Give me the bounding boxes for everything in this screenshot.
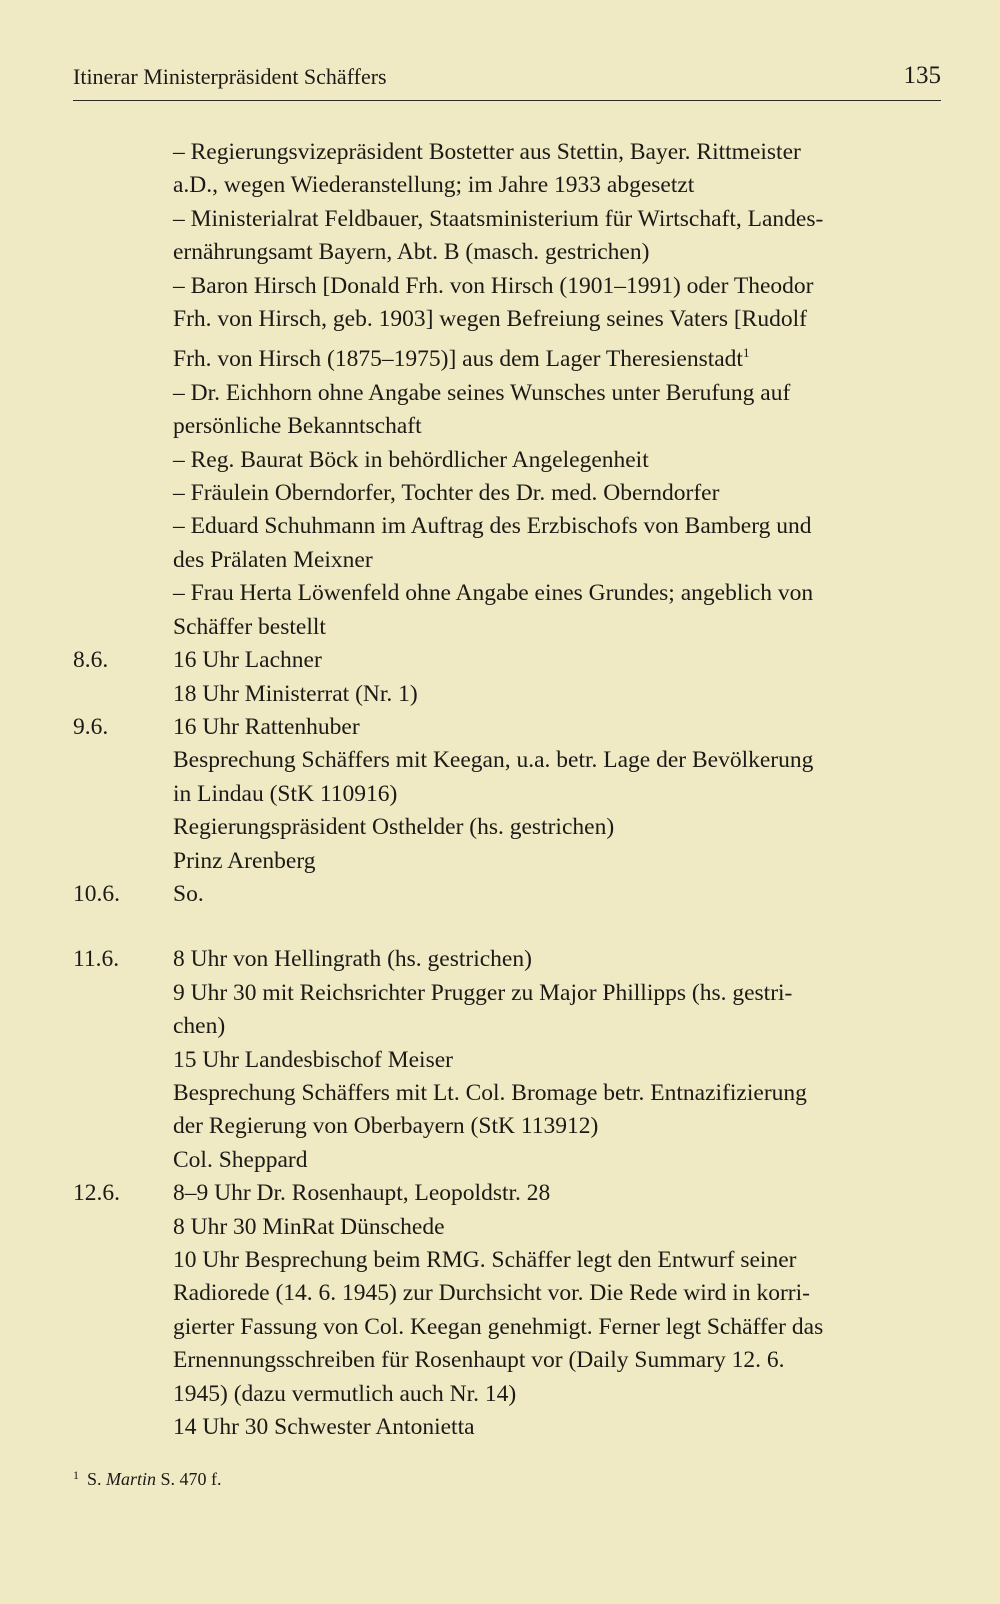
body-text bbox=[73, 136, 941, 1444]
entry-line: 16 Uhr Rattenhuber bbox=[173, 713, 360, 740]
visitor-line: – Reg. Baurat Böck in behördlicher Angelegenheit bbox=[173, 446, 649, 473]
entry-line: 10 Uhr Besprechung beim RMG. Schäffer legt den Entwurf seiner bbox=[173, 1247, 797, 1273]
entry-lines bbox=[173, 1177, 941, 1444]
entry-line: Besprechung Schäffers mit Keegan, u.a. betr. Lage der Bevölkerung bbox=[173, 747, 814, 774]
itinerary-entry-10-6 bbox=[73, 878, 941, 911]
entry-line: Ernennungsschreiben für Rosenhaupt vor (Daily Summary 12. 6. bbox=[173, 1347, 785, 1374]
running-title: Itinerar Ministerpräsident Schäffers bbox=[73, 64, 387, 89]
entry-lines bbox=[173, 644, 941, 711]
entry-date: 10.6. bbox=[73, 880, 120, 907]
entry-line: 8 Uhr von Hellingrath (hs. gestrichen) bbox=[173, 946, 532, 973]
visitor-list-entry bbox=[73, 136, 941, 644]
entry-line: chen) bbox=[173, 1013, 226, 1040]
running-head bbox=[73, 62, 941, 101]
visitor-line: – Frau Herta Löwenfeld ohne Angabe eines Grundes; angeblich von bbox=[173, 580, 814, 607]
visitor-line: persönliche Bekanntschaft bbox=[173, 413, 422, 440]
visitor-line-text: Frh. von Hirsch (1875–1975)] aus dem Lager Theresienstadt bbox=[173, 346, 743, 373]
entry-line: 8–9 Uhr Dr. Rosenhaupt, Leopoldstr. 28 bbox=[173, 1180, 551, 1207]
visitor-line: – Fräulein Oberndorfer, Tochter des Dr. med. Oberndorfer bbox=[173, 480, 720, 507]
entry-line: Regierungspräsident Osthelder (hs. gestrichen) bbox=[173, 814, 615, 841]
footnote-suffix: S. 470 f. bbox=[160, 1469, 222, 1489]
entry-line: So. bbox=[173, 880, 204, 907]
entry-line: Besprechung Schäffers mit Lt. Col. Bromage betr. Entnazifizierung bbox=[173, 1079, 807, 1106]
entry-line: Prinz Arenberg bbox=[173, 847, 316, 874]
entry-line: 8 Uhr 30 MinRat Dünschede bbox=[173, 1213, 445, 1240]
visitor-line: Schäffer bestellt bbox=[173, 613, 326, 640]
entry-lines bbox=[173, 711, 941, 878]
itinerary-entry-8-6 bbox=[73, 644, 941, 711]
visitor-line: – Eduard Schuhmann im Auftrag des Erzbischofs von Bamberg und bbox=[173, 513, 812, 540]
entry-line: 18 Uhr Ministerrat (Nr. 1) bbox=[173, 680, 418, 707]
visitor-line: – Dr. Eichhorn ohne Angabe seines Wunsches unter Berufung auf bbox=[173, 379, 791, 406]
entry-line: 16 Uhr Lachner bbox=[173, 647, 322, 674]
entry-line: gierter Fassung von Col. Keegan genehmigt. Ferner legt Schäffer das bbox=[173, 1313, 824, 1340]
visitor-list bbox=[173, 136, 941, 644]
visitor-line: a.D., wegen Wiederanstellung; im Jahre 1933 abgesetzt bbox=[173, 172, 695, 199]
entry-date: 9.6. bbox=[73, 713, 109, 740]
section-gap bbox=[73, 911, 941, 943]
visitor-line: – Baron Hirsch [Donald Frh. von Hirsch (1901–1991) oder Theodor bbox=[173, 272, 814, 299]
visitor-line-with-footnote bbox=[173, 336, 941, 376]
entry-line: 14 Uhr 30 Schwester Antonietta bbox=[173, 1414, 475, 1441]
itinerary-entry-12-6 bbox=[73, 1177, 941, 1444]
entry-line: 1945) (dazu vermutlich auch Nr. 14) bbox=[173, 1380, 517, 1407]
entry-date: 11.6. bbox=[73, 946, 120, 973]
entry-lines bbox=[173, 878, 941, 911]
visitor-line: – Ministerialrat Feldbauer, Staatsministerium für Wirtschaft, Landes- bbox=[173, 205, 824, 232]
entry-line: in Lindau (StK 110916) bbox=[173, 780, 398, 807]
itinerary-entry-9-6 bbox=[73, 711, 941, 878]
visitor-line: ernährungsamt Bayern, Abt. B (masch. gestrichen) bbox=[173, 239, 650, 266]
footnote bbox=[73, 1468, 222, 1490]
entry-lines bbox=[173, 943, 941, 1177]
entry-line: Radiorede (14. 6. 1945) zur Durchsicht vor. Die Rede wird in korri- bbox=[173, 1280, 810, 1307]
visitor-line: des Prälaten Meixner bbox=[173, 546, 373, 573]
entry-line: Col. Sheppard bbox=[173, 1146, 308, 1173]
visitor-line: – Regierungsvizepräsident Bostetter aus Stettin, Bayer. Rittmeister bbox=[173, 139, 801, 165]
footnote-reference[interactable]: 1 bbox=[742, 345, 750, 361]
footnote-author: Martin bbox=[106, 1469, 157, 1489]
page-number: 135 bbox=[903, 62, 941, 89]
entry-line: 15 Uhr Landesbischof Meiser bbox=[173, 1046, 453, 1073]
visitor-line: Frh. von Hirsch, geb. 1903] wegen Befreiung seines Vaters [Rudolf bbox=[173, 306, 807, 333]
footnote-number: 1 bbox=[73, 1468, 79, 1482]
entry-line: 9 Uhr 30 mit Reichsrichter Prugger zu Major Phillipps (hs. gestri- bbox=[173, 979, 793, 1006]
itinerary-entry-11-6 bbox=[73, 943, 941, 1177]
entry-date: 8.6. bbox=[73, 647, 109, 674]
entry-date: 12.6. bbox=[73, 1180, 120, 1207]
footnote-prefix: S. bbox=[87, 1469, 102, 1489]
entry-line: der Regierung von Oberbayern (StK 113912) bbox=[173, 1113, 599, 1140]
